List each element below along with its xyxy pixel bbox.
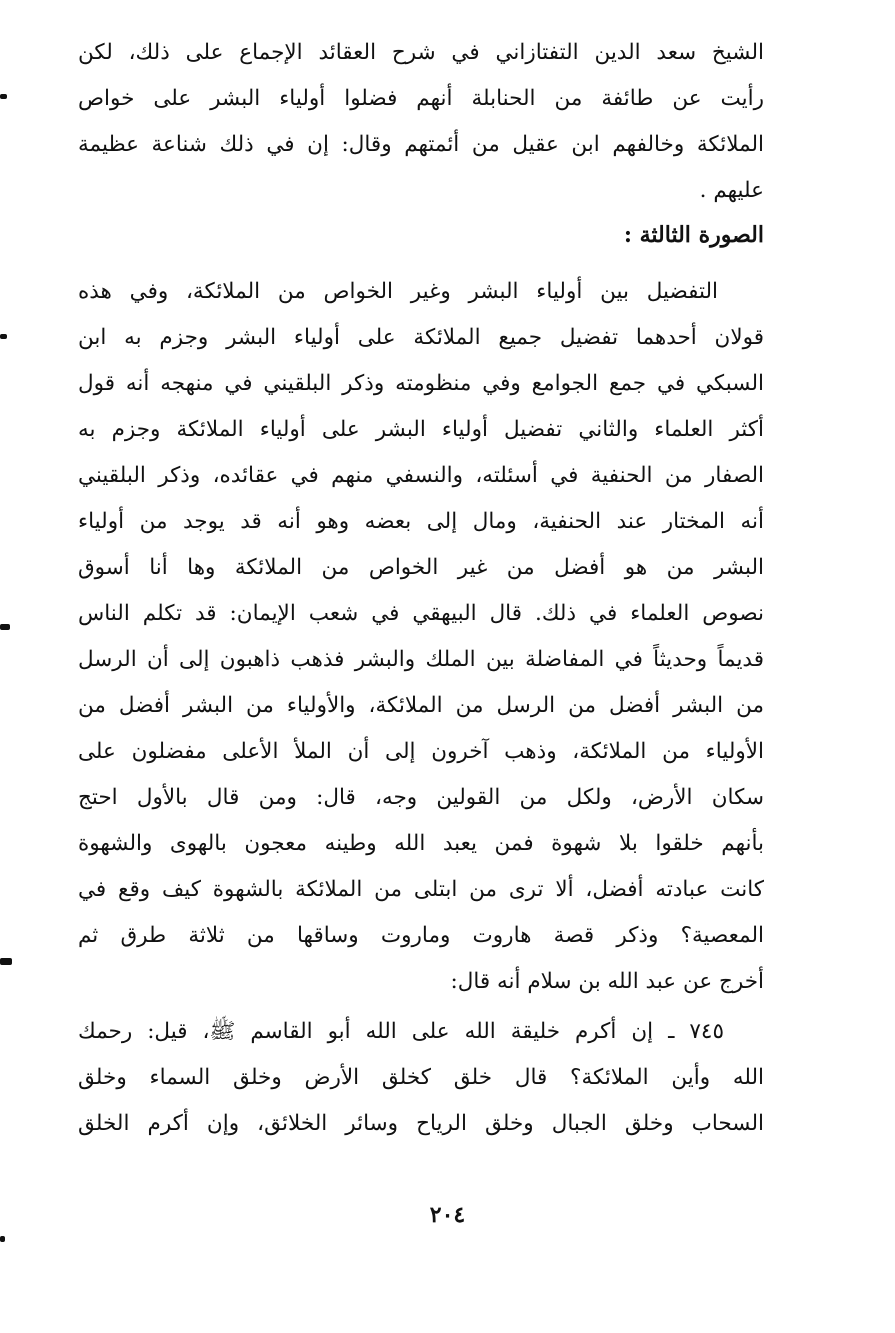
text-line: الصفار من الحنفية في أسئلته، والنسفي منهم في عقائده، وذكر البلقيني xyxy=(78,463,764,488)
text-line: الأولياء من الملائكة، وذهب آخرون إلى أن الملأ الأعلى مفضلون على xyxy=(78,739,764,764)
scan-mark xyxy=(0,958,12,965)
main-paragraph xyxy=(78,269,764,1005)
section-heading-block xyxy=(78,212,764,258)
text-line: أنه المختار عند الحنفية، ومال إلى بعضه وهو أنه قد يوجد من أولياء xyxy=(78,509,764,534)
text-line: أكثر العلماء والثاني تفضيل أولياء البشر على أولياء الملائكة وجزم به xyxy=(78,417,764,442)
text-line: السبكي في جمع الجوامع وفي منظومته وذكر البلقيني في منهجه أنه قول xyxy=(78,371,764,396)
text-line: المعصية؟ وذكر قصة هاروت وماروت وساقها من ثلاثة طرق ثم xyxy=(78,923,764,948)
text-line: الملائكة وخالفهم ابن عقيل من أئمتهم وقال: إن في ذلك شناعة عظيمة xyxy=(78,132,764,157)
text-line: سكان الأرض، ولكل من القولين وجه، قال: ومن قال بالأول احتج xyxy=(78,785,764,810)
page-number: ٢٠٤ xyxy=(429,1202,466,1228)
text-line: أخرج عن عبد الله بن سلام أنه قال: xyxy=(450,969,764,994)
text-line: رأيت عن طائفة من الحنابلة أنهم فضلوا أولياء البشر على خواص xyxy=(78,86,764,111)
scan-mark xyxy=(0,624,10,630)
text-line: قديماً وحديثاً في المفاضلة بين الملك والبشر فذهب ذاهبون إلى أن الرسل xyxy=(78,647,764,672)
text-line: عليهم . xyxy=(699,178,764,203)
hadith-line: السحاب وخلق الجبال وخلق الرياح وسائر الخلائق، وإن أكرم الخلق xyxy=(78,1111,764,1136)
hadith-line: ٧٤٥ ـ إن أكرم خليقة الله على الله أبو القاسم ﷺ، قيل: رحمك xyxy=(78,1019,724,1044)
text-line: كانت عبادته أفضل، ألا ترى من ابتلى من الملائكة بالشهوة كيف وقع في xyxy=(78,877,764,902)
text-line: الشيخ سعد الدين التفتازاني في شرح العقائد الإجماع على ذلك، لكن xyxy=(78,40,764,65)
scan-mark xyxy=(0,334,7,339)
hadith-line: الله وأين الملائكة؟ قال خلق كخلق الأرض وخلق السماء وخلق xyxy=(78,1065,764,1090)
text-line: قولان أحدهما تفضيل جميع الملائكة على أولياء البشر وجزم به ابن xyxy=(78,325,764,350)
intro-paragraph xyxy=(78,30,764,214)
text-line: البشر من هو أفضل من غير الخواص من الملائكة وها أنا أسوق xyxy=(78,555,764,580)
text-line: التفضيل بين أولياء البشر وغير الخواص من الملائكة، وفي هذه xyxy=(78,279,718,304)
text-line: من البشر أفضل من الرسل من الملائكة، والأولياء من البشر أفضل من xyxy=(78,693,764,718)
scan-mark xyxy=(0,94,7,99)
scan-mark xyxy=(0,1236,5,1242)
hadith-paragraph xyxy=(78,1009,764,1147)
text-line: بأنهم خلقوا بلا شهوة فمن يعبد الله وطينه معجون بالهوى والشهوة xyxy=(78,831,764,856)
section-heading: الصورة الثالثة : xyxy=(623,222,764,248)
text-line: نصوص العلماء في ذلك. قال البيهقي في شعب الإيمان: قد تكلم الناس xyxy=(78,601,764,626)
